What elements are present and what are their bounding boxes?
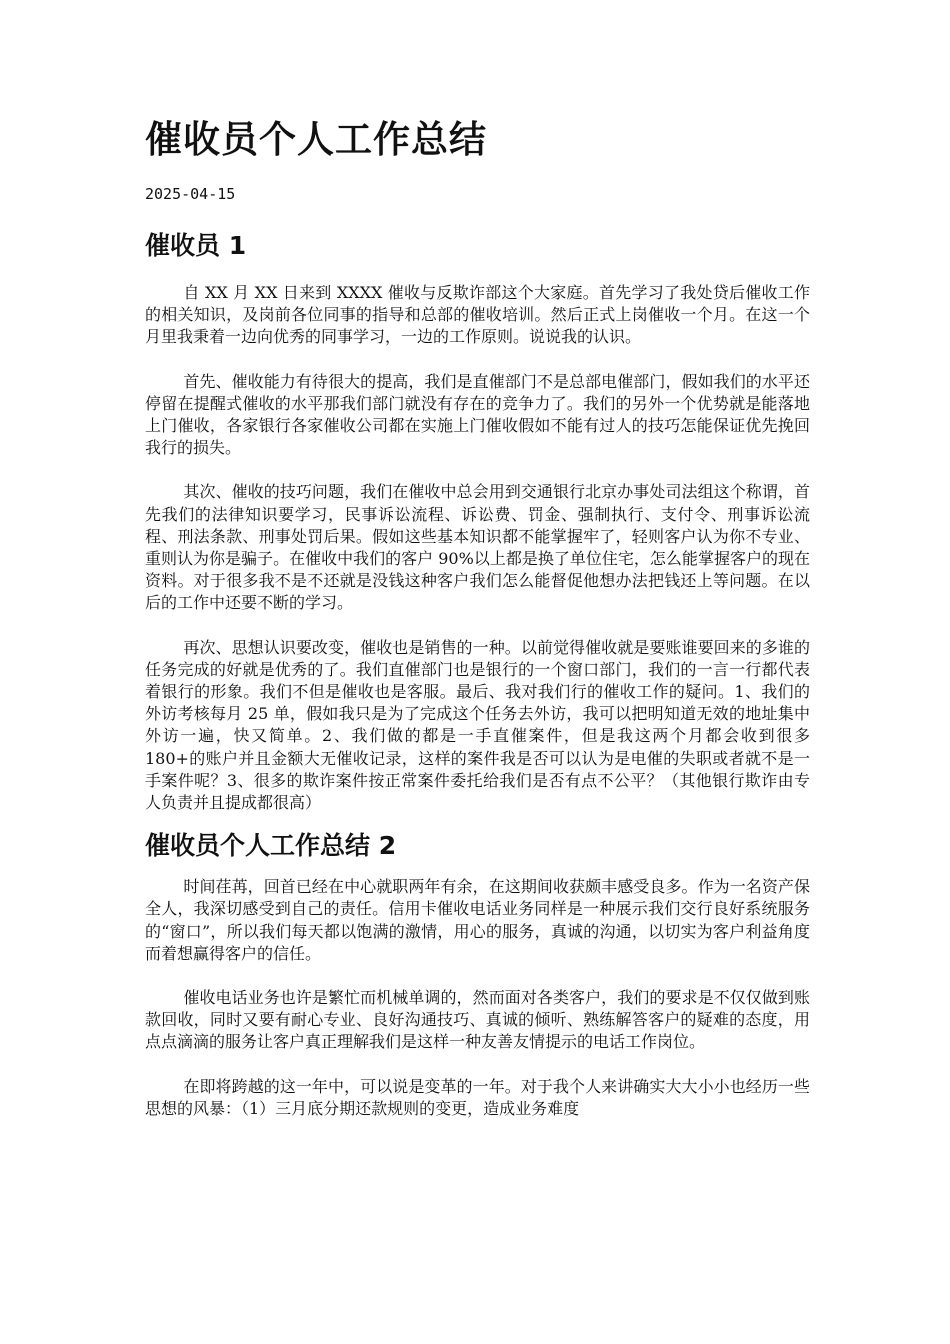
paragraph: 催收电话业务也许是繁忙而机械单调的，然而面对各类客户，我们的要求是不仅仅做到账款回收，同时又要有耐心专业、良好沟通技巧、真诚的倾听、熟练解答客户的疑难的态度，用点点滴滴的服务让客户真正理解我们是这样一种友善友情提示的电话工作岗位。 xyxy=(145,988,810,1052)
paragraph: 其次、催收的技巧问题，我们在催收中总会用到交通银行北京办事处司法组这个称谓，首先我们的法律知识要学习，民事诉讼流程、诉讼费、罚金、强制执行、支付令、刑事诉讼流程、刑法条款、刑事处罚后果。假如这些基本知识都不能掌握牢了，轻则客户认为你不专业、重则认为你是骗子。在催收中我们的客户 90%以上都是换了单位住宅，怎么能掌握客户的现在资料。对于很多我不是不还就是没钱这种客户我们怎么能督促他想办法把钱还上等问题。在以后的工作中还要不断的学习。 xyxy=(145,482,810,613)
publish-date: 2025-04-15 xyxy=(145,185,236,203)
section-heading-1: 催收员 1 xyxy=(145,231,247,260)
paragraph: 再次、思想认识要改变，催收也是销售的一种。以前觉得催收就是要账谁要回来的多谁的任务完成的好就是优秀的了。我们直催部门也是银行的一个窗口部门，我们的一言一行都代表着银行的形象。我们不但是催收也是客服。最后、我对我们行的催收工作的疑问。1、我们的外访考核每月 25 单，假如我只是为了完成这个任务去外访，我可以把明知道无效的地址集中外访一遍，快又简单。2、我们做的都是一手直催案件，但是我这两个月都会收到很多 180+的账户并且金额大无催收记录，这样的案件我是否可以认为是电催的失职或者就不是一手案件呢？3、很多的欺诈案件按正常案件委托给我们是否有点不公平？（其他银行欺诈由专人负责并且提成都很高） xyxy=(145,637,810,813)
section-body-2 xyxy=(145,876,810,1120)
paragraph: 在即将跨越的这一年中，可以说是变革的一年。对于我个人来讲确实大大小小也经历一些思想的风暴：（1）三月底分期还款规则的变更，造成业务难度 xyxy=(145,1076,810,1118)
section-body-1 xyxy=(145,282,810,814)
document-page xyxy=(145,112,810,1120)
section-heading-2: 催收员个人工作总结 2 xyxy=(145,831,397,861)
paragraph: 首先、催收能力有待很大的提高，我们是直催部门不是总部电催部门，假如我们的水平还停留在提醒式催收的水平那我们部门就没有存在的竞争力了。我们的另外一个优势就是能落地上门催收，各家银行各家催收公司都在实施上门催收假如不能有过人的技巧怎能保证优先挽回我行的损失。 xyxy=(145,371,810,458)
paragraph: 时间荏苒，回首已经在中心就职两年有余，在这期间收获颇丰感受良多。作为一名资产保全人，我深切感受到自己的责任。信用卡催收电话业务同样是一种展示我们交行良好系统服务的“窗口”，所以我们每天都以饱满的激情，用心的服务，真诚的沟通，以切实为客户利益角度而着想赢得客户的信任。 xyxy=(145,877,810,963)
paragraph: 自 XX 月 XX 日来到 XXXX 催收与反欺诈部这个大家庭。首先学习了我处贷后催收工作的相关知识，及岗前各位同事的指导和总部的催收培训。然后正式上岗催收一个月。在这一个月里我秉着一边向优秀的同事学习，一边的工作原则。说说我的认识。 xyxy=(145,283,810,347)
page-title: 催收员个人工作总结 xyxy=(145,118,487,161)
